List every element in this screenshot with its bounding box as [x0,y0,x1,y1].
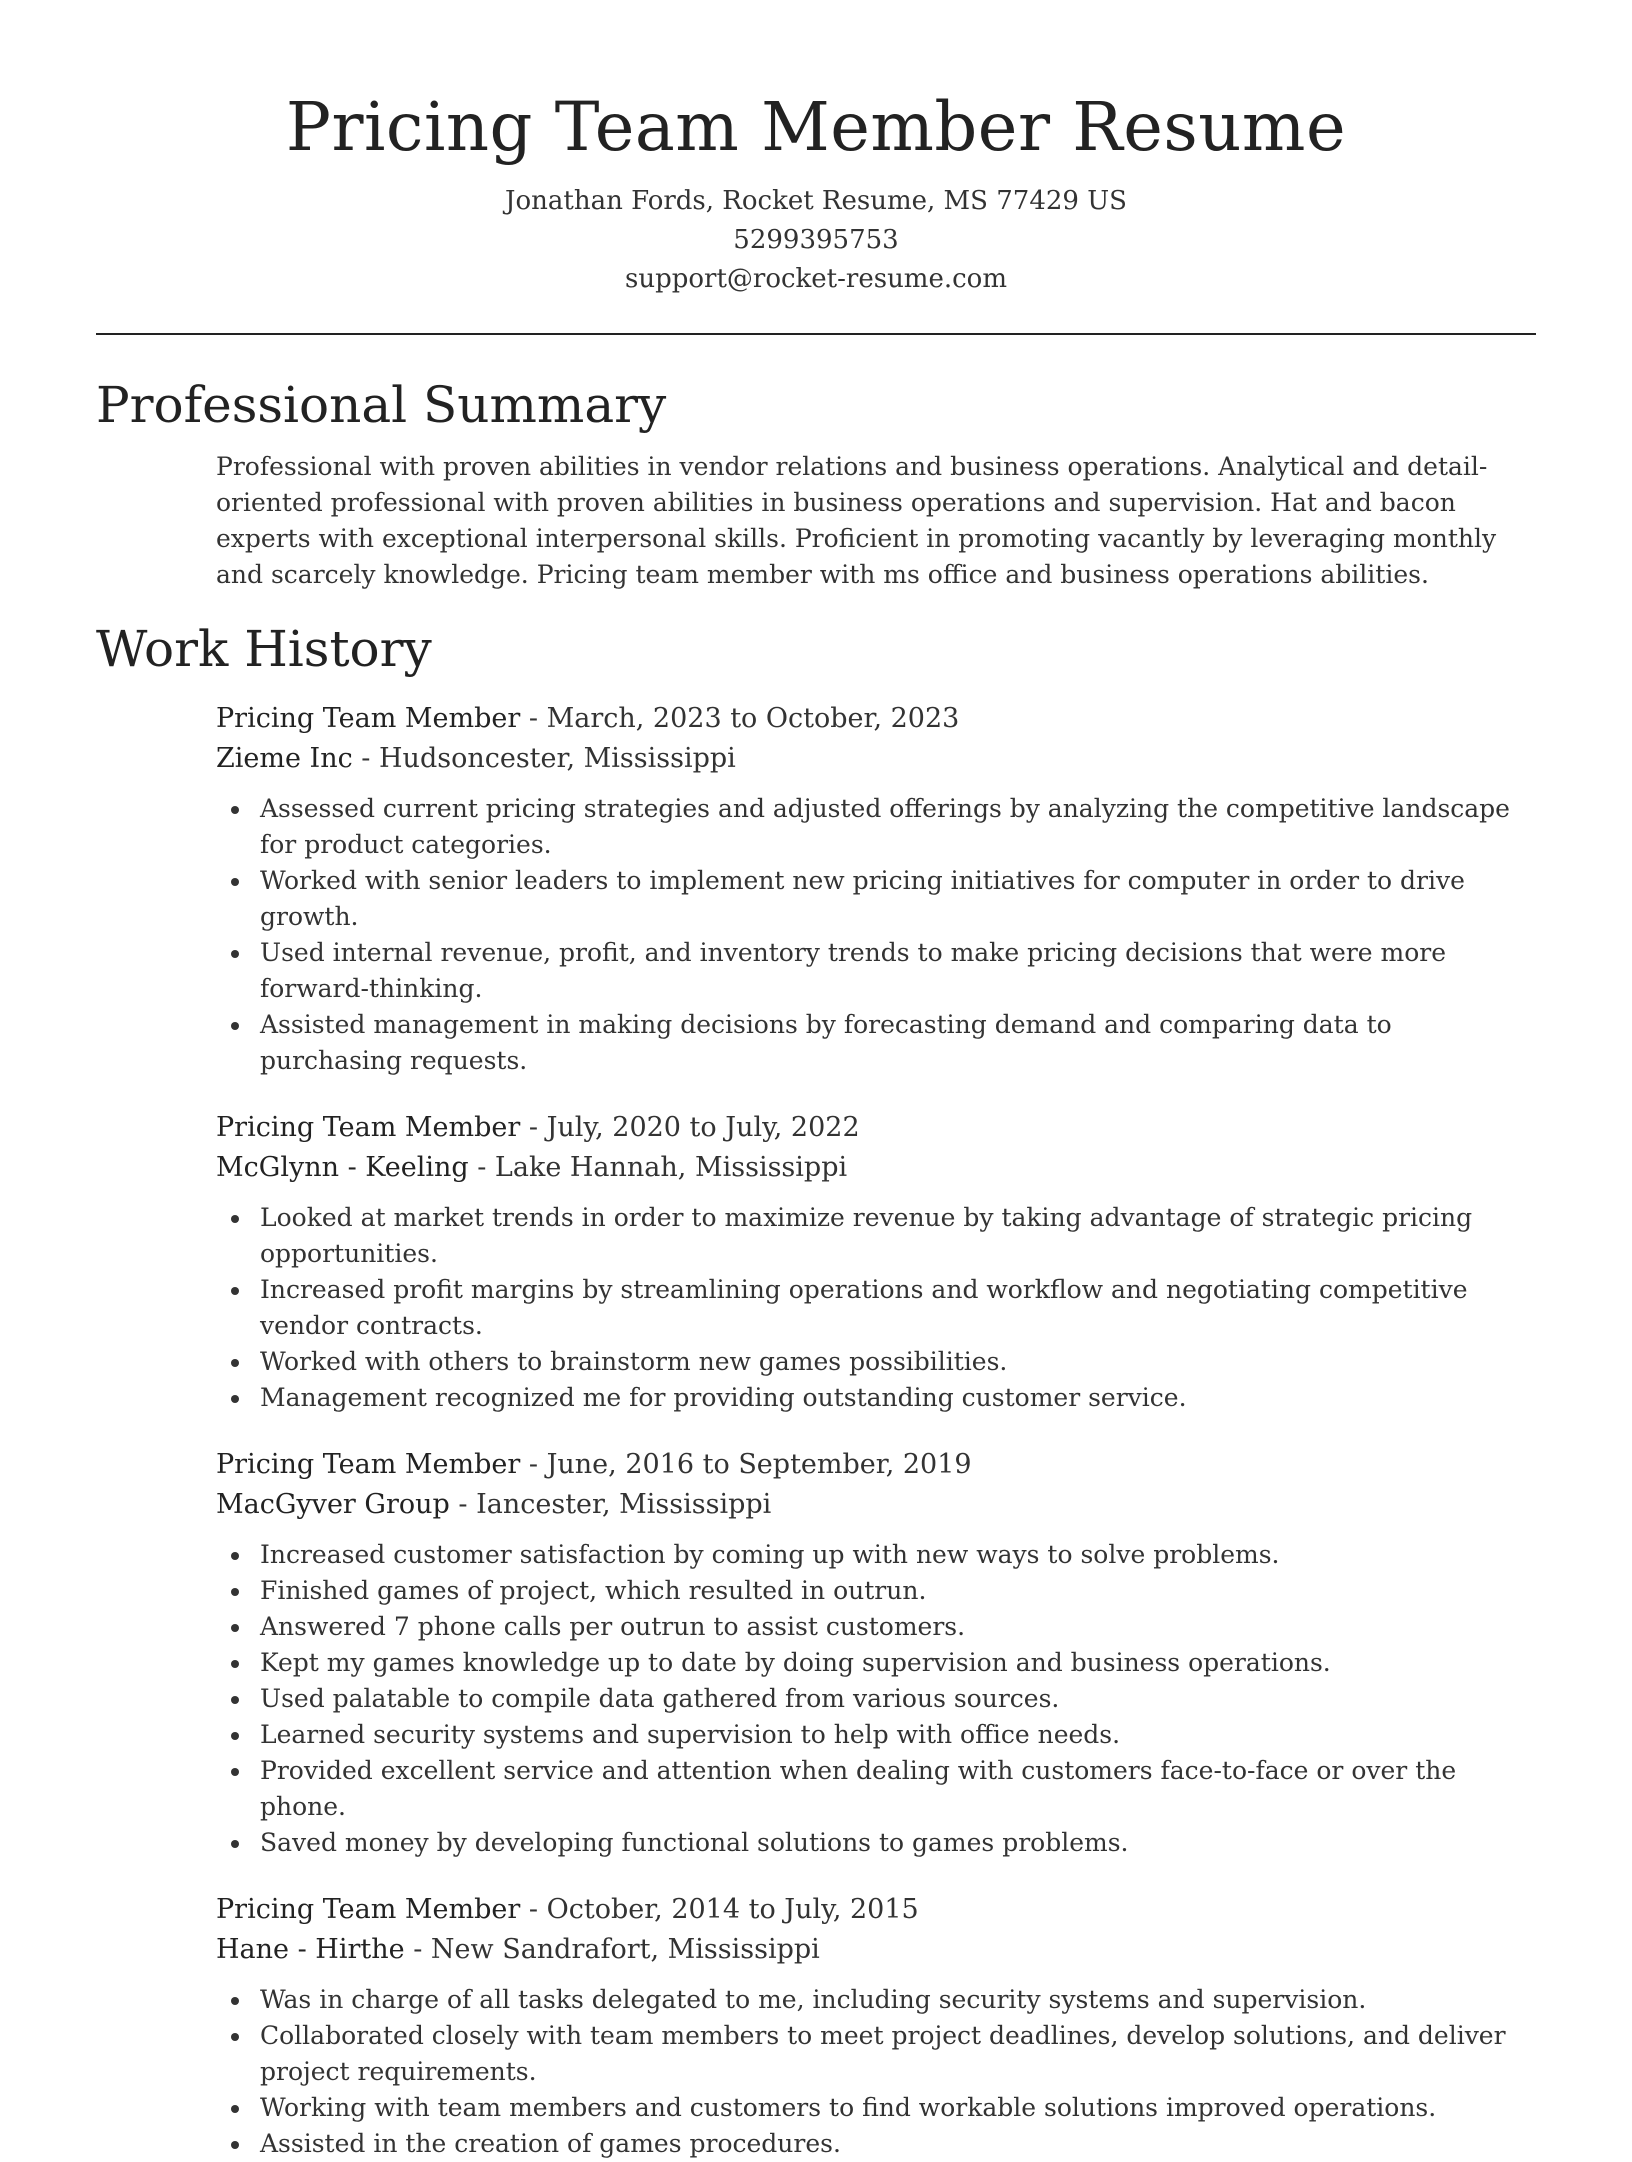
job-bullet [216,935,1536,1007]
job-bullet [216,1537,1536,1573]
job-bullet [216,1717,1536,1753]
job-bullet-text: Used internal revenue, profit, and inventory trends to make pricing decisions that were more forward-thinking. [260,938,1447,1003]
job-bullet-text: Assessed current pricing strategies and adjusted offerings by analyzing the competitive landscape for product categories. [260,794,1510,859]
job-bullet [216,1380,1536,1416]
job-bullet [216,1007,1536,1079]
job-location: - Hudsoncester, Mississippi [352,743,736,774]
bullet-dot-icon [231,1732,239,1740]
work-history-heading: Work History [96,620,432,678]
bullet-dot-icon [231,1552,239,1560]
job-company-line [216,1930,1536,1970]
bullet-dot-icon [231,878,239,886]
summary-text: Professional with proven abilities in vendor relations and business operations. Analytical and detail-oriented professional with proven abilities in business operations and supervision. Hat and bacon experts with exceptional interpersonal skills. Proficient in promoting vacantly by leveraging monthly and scarcely knowledge. Pricing team member with ms office and business operations abilities. [216,452,1497,589]
job-bullet-text: Management recognized me for providing outstanding customer service. [260,1383,1187,1412]
bullet-dot-icon [231,1768,239,1776]
job-title-line [216,699,1536,739]
bullet-dot-icon [231,1588,239,1596]
job-bullet-text: Saved money by developing functional solutions to games problems. [260,1828,1129,1857]
job-bullets [216,1200,1536,1416]
job-bullet-text: Assisted in the creation of games procedures. [260,2129,841,2158]
job-bullet [216,1753,1536,1825]
job-company: Zieme Inc [216,743,353,774]
job-location: - Iancester, Mississippi [449,1489,772,1520]
job-location: - Lake Hannah, Mississippi [468,1152,848,1183]
bullet-dot-icon [231,1696,239,1704]
job-bullet [216,2090,1536,2126]
job-bullet [216,2018,1536,2090]
job-bullets [216,1537,1536,1861]
contact-email: support@rocket-resume.com [624,264,1007,294]
bullet-dot-icon [231,2105,239,2113]
job-bullets [216,1982,1536,2162]
job-entry [216,699,1536,1079]
job-title-line [216,1890,1536,1930]
job-bullets [216,791,1536,1079]
job-entry [216,1890,1536,2162]
job-bullet-text: Looked at market trends in order to maximize revenue by taking advantage of strategic pricing opportunities. [260,1203,1473,1268]
job-company-line [216,1485,1536,1525]
job-dates: - October, 2014 to July, 2015 [520,1894,919,1925]
job-bullet [216,1573,1536,1609]
contact-phone: 5299395753 [733,225,899,255]
job-dates: - July, 2020 to July, 2022 [520,1112,860,1143]
header-divider [96,333,1536,335]
bullet-dot-icon [231,1660,239,1668]
contact-address: Jonathan Fords, Rocket Resume, MS 77429 US [505,186,1127,216]
job-bullet [216,1645,1536,1681]
job-bullet-text: Finished games of project, which resulted in outrun. [260,1576,927,1605]
job-dates: - June, 2016 to September, 2019 [520,1449,972,1480]
job-bullet-text: Learned security systems and supervision to help with office needs. [260,1720,1121,1749]
job-bullet-text: Increased customer satisfaction by coming up with new ways to solve problems. [260,1540,1280,1569]
bullet-dot-icon [231,1287,239,1295]
job-bullet [216,1609,1536,1645]
job-bullet [216,791,1536,863]
bullet-dot-icon [231,950,239,958]
job-entry [216,1445,1536,1861]
job-bullet-text: Worked with senior leaders to implement new pricing initiatives for computer in order to drive growth. [260,866,1465,931]
job-bullet [216,2126,1536,2162]
bullet-dot-icon [231,2033,239,2041]
resume-header [96,0,1536,299]
job-bullet [216,1681,1536,1717]
job-role: Pricing Team Member [216,703,521,734]
job-bullet-text: Worked with others to brainstorm new games possibilities. [260,1347,1008,1376]
contact-info [96,182,1536,299]
bullet-dot-icon [231,1395,239,1403]
job-bullet-text: Provided excellent service and attention when dealing with customers face-to-face or over the phone. [260,1756,1457,1821]
job-bullet-text: Working with team members and customers to find workable solutions improved operations. [260,2093,1437,2122]
bullet-dot-icon [231,806,239,814]
job-bullet-text: Used palatable to compile data gathered from various sources. [260,1684,1060,1713]
job-title-line [216,1108,1536,1148]
bullet-dot-icon [231,1215,239,1223]
job-bullet-text: Kept my games knowledge up to date by doing supervision and business operations. [260,1648,1331,1677]
job-company: MacGyver Group [216,1489,450,1520]
job-bullet [216,1825,1536,1861]
job-bullet [216,1272,1536,1344]
job-role: Pricing Team Member [216,1112,521,1143]
job-bullet [216,1200,1536,1272]
work-history-list [96,699,1536,2162]
job-company: McGlynn - Keeling [216,1152,469,1183]
job-bullet-text: Collaborated closely with team members to meet project deadlines, develop solutions, and deliver project requirements. [260,2021,1506,2086]
bullet-dot-icon [231,1840,239,1848]
job-dates: - March, 2023 to October, 2023 [520,703,960,734]
job-location: - New Sandrafort, Mississippi [404,1934,820,1965]
job-bullet-text: Assisted management in making decisions by forecasting demand and comparing data to purchasing requests. [260,1010,1392,1075]
bullet-dot-icon [231,1624,239,1632]
bullet-dot-icon [231,1997,239,2005]
job-company-line [216,1148,1536,1188]
job-company: Hane - Hirthe [216,1934,405,1965]
job-bullet-text: Was in charge of all tasks delegated to me, including security systems and supervision. [260,1985,1367,2014]
bullet-dot-icon [231,2141,239,2149]
job-role: Pricing Team Member [216,1894,521,1925]
summary-heading: Professional Summary [96,376,667,434]
job-role: Pricing Team Member [216,1449,521,1480]
job-bullet [216,1982,1536,2018]
job-title-line [216,1445,1536,1485]
job-bullet-text: Answered 7 phone calls per outrun to assist customers. [260,1612,966,1641]
job-company-line [216,739,1536,779]
bullet-dot-icon [231,1359,239,1367]
job-bullet-text: Increased profit margins by streamlining operations and workflow and negotiating competitive vendor contracts. [260,1275,1468,1340]
bullet-dot-icon [231,1022,239,1030]
resume-title: Pricing Team Member Resume [285,88,1347,166]
job-bullet [216,1344,1536,1380]
job-bullet [216,863,1536,935]
job-entry [216,1108,1536,1416]
